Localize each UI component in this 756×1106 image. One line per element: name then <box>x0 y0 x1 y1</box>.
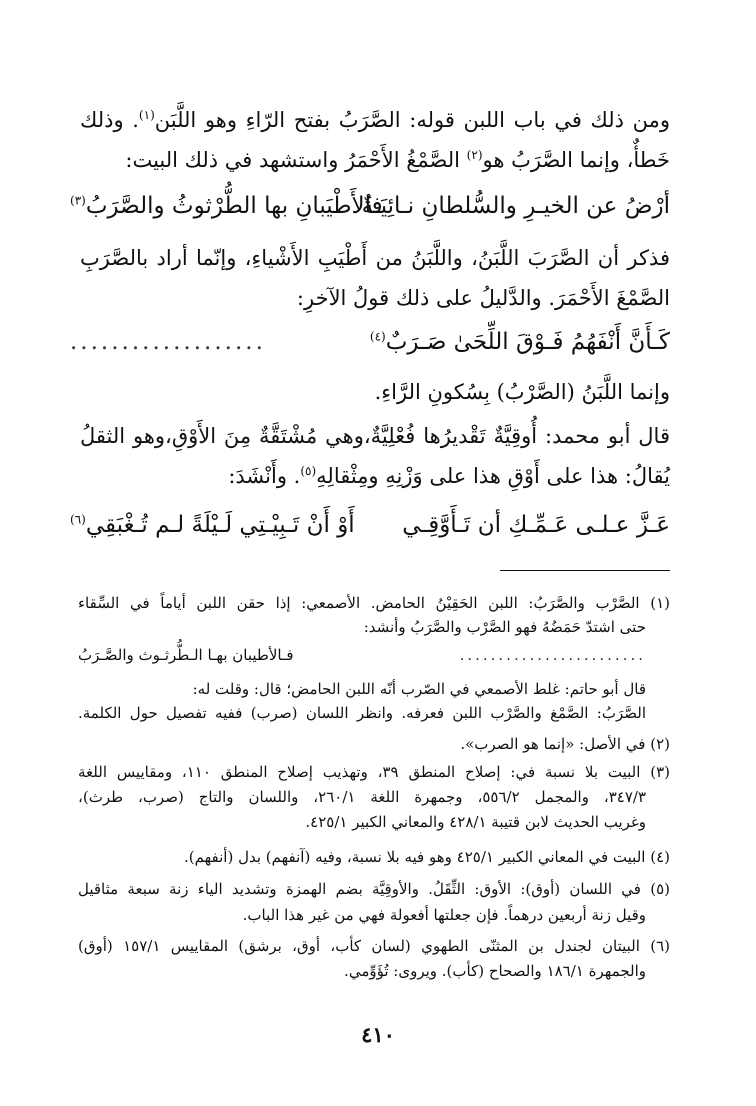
page-number: ٤١٠ <box>361 1022 395 1047</box>
body-line-2: خَطأٌ، وإنما الصَّرَبُ هو$^{(٢)}$ الصَّمْغُ الأَحْمَرُ واستشهد في ذلك البيت: <box>125 148 670 172</box>
footnote-ref-6: (٦) <box>70 512 86 527</box>
verse-2-first-hemistich: كَـأَنَّ أَنْفَهُمُ فَـوْقَ اللِّحَىٰ صَـرَبٌ$^{(٤)}$ <box>369 329 670 355</box>
footnote-ref-4: (٤) <box>369 329 386 344</box>
footnote-3-line-3: وغريب الحديث لابن قتيبة ٤٢٨/١ والمعاني الكبير ٤٢٥/١. <box>305 813 646 831</box>
verse-3 <box>70 505 670 545</box>
verse-2 <box>70 322 670 362</box>
footnote-3-line-1: (٣) البيت بلا نسبة في: إصلاح المنطق ٣٩، وتهذيب إصلاح المنطق ١١٠، ومقاييس اللغة <box>78 763 671 781</box>
footnote-ref-1: (١) <box>138 108 155 122</box>
verse-2-omitted-hemistich: ................... <box>70 329 266 355</box>
footnote-1-line-3: قال أبو حاتم: غلط الأصمعي في الصّرب أنّه اللبن الحامض؛ قال: وقلت له: <box>192 680 646 698</box>
body-line-6: قال أبو محمد: أُوقِيَّةٌ تَقْديرُها فُعْلِيَّةٌ،وهي مُشْتَقَّةٌ مِنَ الأَوْقِ،وهو الثقلُ <box>80 424 670 448</box>
footnote-2: (٢) في الأصل: «إنما هو الصرب». <box>460 735 670 753</box>
verse-3-first-hemistich: عَـزَّ عـلـى عَـمِّـكِ أن تَـأَوَّقِـي <box>402 512 670 538</box>
body-line-4: الصَّمْغَ الأَحْمَرَ. والدَّليلُ على ذلك قولُ الآخرِ: <box>296 286 670 310</box>
footnote-4: (٤) البيت في المعاني الكبير ٤٢٥/١ وهو فيه بلا نسبة، وفيه (آنفهم) بدل (أنفهم). <box>184 848 670 866</box>
verse-1-first-hemistich: أرْضُ عن الخيـرِ والسُّلطانِ نـائِيَـةٌ <box>361 193 670 219</box>
footnote-1-line-2: حتى اشتدّ حَمَضُهُ فهو الصَّرْب والصَّرَبُ وأنشد: <box>363 618 646 636</box>
verse-1-second-hemistich: فالأَطْيَبانِ بها الطُّرْثوثُ والصَّرَبُ$^{(٣)}$ <box>70 193 383 219</box>
footnote-1-line-4: الصَّرَبُ: الصَّمْغ والصَّرْب اللبن فعرفه. وانظر اللسان (صرب) ففيه تفصيل حول الكلمة. <box>78 704 646 722</box>
verse-3-second-hemistich: أَوْ أَنْ تَـبِيْـتِي لَـيْلَةً لـم تُـغْبَقِي$^{(٦)}$ <box>70 512 355 538</box>
footnote-6-line-2: والجمهرة ١٨٦/١ والصحاح (كأب). ويروى: تُؤَوِّمي. <box>344 962 646 980</box>
footnote-6-line-1: (٦) البيتان لجندل بن المثنّى الطهوي (لسان كأب، أوق، برشق) المقاييس ١٥٧/١ (أوق) <box>78 937 670 955</box>
body-line-7: يُقالُ: هذا على أَوْقِ هذا على وَزْنِهِ ومِثْقالِهِ$^{(٥)}$. وأَنْشَدَ: <box>228 464 670 488</box>
footnote-1-verse-text: فـالأطيبان بهـا الـطُّرثـوث والصَّـرَبُ <box>78 646 294 664</box>
footnote-5-line-1: (٥) في اللسان (أوق): الأوق: الثِّقَلُ. والأوقِيَّة بضم الهمزة وتشديد الياء زنة سبعة مثاقيل <box>78 880 670 898</box>
footnote-1-verse <box>78 643 646 667</box>
footnote-1-verse-omitted: ........................ <box>459 646 646 664</box>
footnote-5-line-2: وقيل زنة أربعين درهماً. فإن جعلتها أفعولة فهي من غير هذا الباب. <box>242 906 646 924</box>
footnote-1-line-1: (١) الصَّرْب والصَّرَبُ: اللبن الحَقِيْنُ الحامض. الأصمعي: إذا حقن اللبن أياماً في السِّقاء <box>78 594 670 612</box>
verse-1 <box>70 186 670 226</box>
footnote-ref-3: (٣) <box>70 193 86 208</box>
body-line-1: ومن ذلك في باب اللبن قوله: الصَّرَبُ بفتح الرّاءِ وهو اللَّبَن$^{(١)}$. وذلك <box>80 108 670 132</box>
footnote-separator <box>500 570 670 571</box>
footnote-3-line-2: ٣٤٧/٣، والمجمل ٥٥٦/٢، وجمهرة اللغة ٢٦٠/١، واللسان والتاج (صرب، طرث)، <box>78 788 647 806</box>
body-line-5: وإنما اللَّبَنُ (الصَّرْبُ) بِسُكونِ الرَّاءِ. <box>374 380 670 404</box>
footnote-ref-2: (٢) <box>466 148 483 162</box>
footnote-ref-5: (٥) <box>300 464 317 478</box>
body-line-3: فذكر أن الصَّرَبَ اللَّبَنُ، واللَّبَنُ من أَطْيَبِ الأَشْياءِ، وإنّما أراد بالصَّرَبِ <box>80 246 670 270</box>
